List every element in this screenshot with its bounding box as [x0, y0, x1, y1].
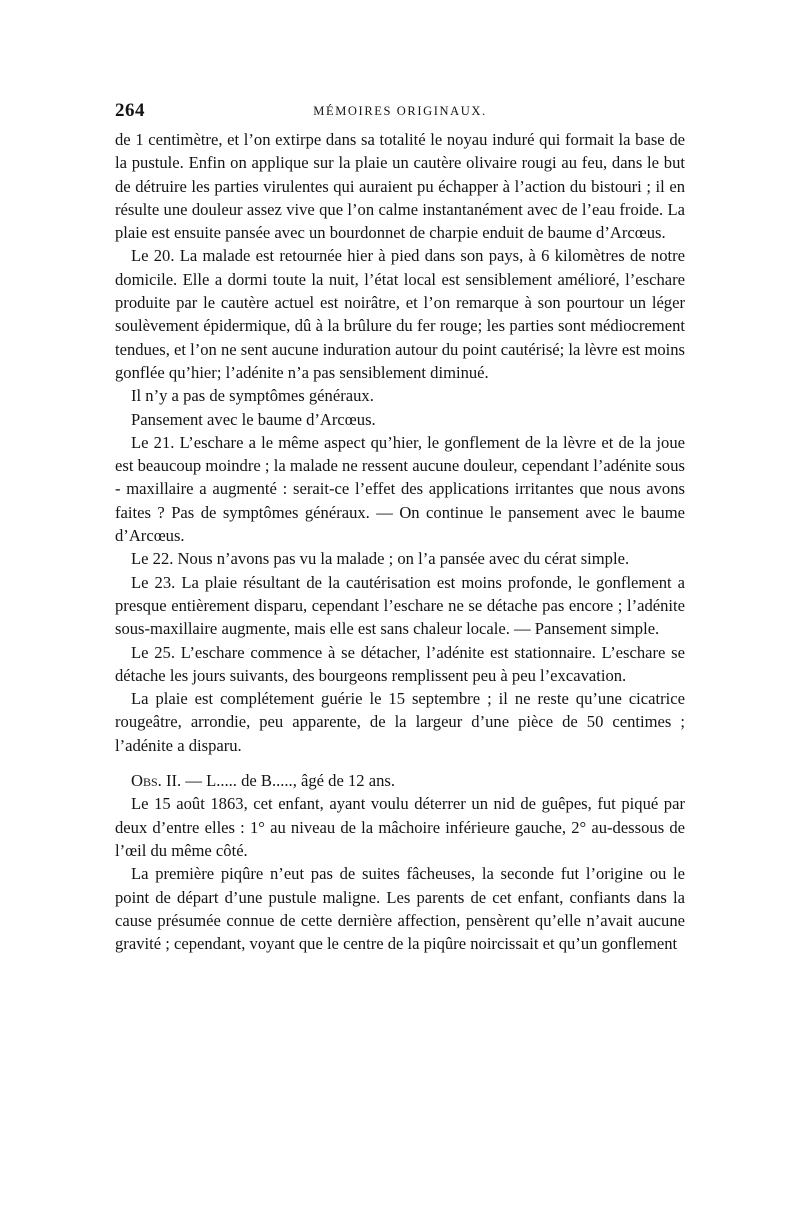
- running-title: MÉMOIRES ORIGINAUX.: [313, 104, 487, 118]
- paragraph-8: Le 25. L’eschare commence à se détacher, l’adénite est stationnaire. L’eschare se détache les jours suivants, des bourgeons remplissent peu à peu l’excavation.: [115, 642, 685, 685]
- paragraph-11: La première piqûre n’eut pas de suites fâcheuses, la seconde fut l’origine ou le point de départ d’une pustule maligne. Les parents de cet enfant, confiants dans la cause présumée connue de cette dernière affection, pensèrent qu’elle n’avait aucune gravité ; cependant, voyant que le centre de la piqûre noircissait et qu’un gonflement: [115, 864, 685, 954]
- paragraph-3: Il n’y a pas de symptômes généraux.: [131, 386, 374, 406]
- paragraph-1: de 1 centimètre, et l’on extirpe dans sa totalité le noyau induré qui formait la base de la pustule. Enfin on applique sur la plaie un cautère olivaire rougi au feu, dans le but de détruire les parties virulentes qui auraient pu échapper à l’action du bistouri ; il en résulte une douleur assez vive que l’on calme instantanément avec de l’eau froide. La plaie est ensuite pansée avec un bourdonnet de charpie enduit de baume d’Arcœus.: [115, 130, 685, 243]
- observation-title: — L..... de B....., âgé de 12 ans.: [181, 771, 396, 791]
- body-text: [115, 128, 685, 955]
- observation-heading: [115, 769, 685, 792]
- paragraph-4: Pansement avec le baume d’Arcœus.: [131, 409, 376, 429]
- paragraph-5: Le 21. L’eschare a le même aspect qu’hier, le gonflement de la lèvre et de la joue est beaucoup moindre ; la malade ne ressent aucune douleur, cependant l’adénite sous - maxillaire a augmenté : serait-ce l’effet des applications irritantes que nous avons faites ? Pas de symptômes généraux. — On continue le pansement avec le baume d’Arcœus.: [115, 432, 685, 546]
- document-page: [115, 100, 685, 955]
- paragraph-9: La plaie est complétement guérie le 15 septembre ; il ne reste qu’une cicatrice rougeâtre, arrondie, peu apparente, de la largeur d’une pièce de 50 centimes ; l’adénite a disparu.: [115, 689, 685, 755]
- paragraph-2: Le 20. La malade est retournée hier à pied dans son pays, à 6 kilomètres de notre domicile. Elle a dormi toute la nuit, l’état local est sensiblement amélioré, l’eschare produite par le cautère actuel est noirâtre, et l’on remarque à son pourtour un léger soulèvement épidermique, dû à la brûlure du fer rouge; les parties sont médiocrement tendues, et l’on ne sent aucune induration autour du point cautérisé; la lèvre est moins gonflée qu’hier; l’adénite n’a pas sensiblement diminué.: [115, 246, 686, 382]
- paragraph-6: Le 22. Nous n’avons pas vu la malade ; on l’a pansée avec du cérat simple.: [131, 549, 630, 569]
- paragraph-10: Le 15 août 1863, cet enfant, ayant voulu déterrer un nid de guêpes, fut piqué par deux d’entre elles : 1° au niveau de la mâchoire inférieure gauche, 2° au-dessous de l’œil du même côté.: [115, 794, 685, 860]
- observation-label: Obs. II.: [131, 771, 182, 791]
- page-header: [115, 100, 685, 128]
- paragraph-7: Le 23. La plaie résultant de la cautérisation est moins profonde, le gonflement a presque entièrement disparu, cependant l’eschare ne se détache pas encore ; l’adénite sous-maxillaire augmente, mais elle est sans chaleur locale. — Pansement simple.: [115, 572, 685, 639]
- page-number: 264: [115, 100, 145, 121]
